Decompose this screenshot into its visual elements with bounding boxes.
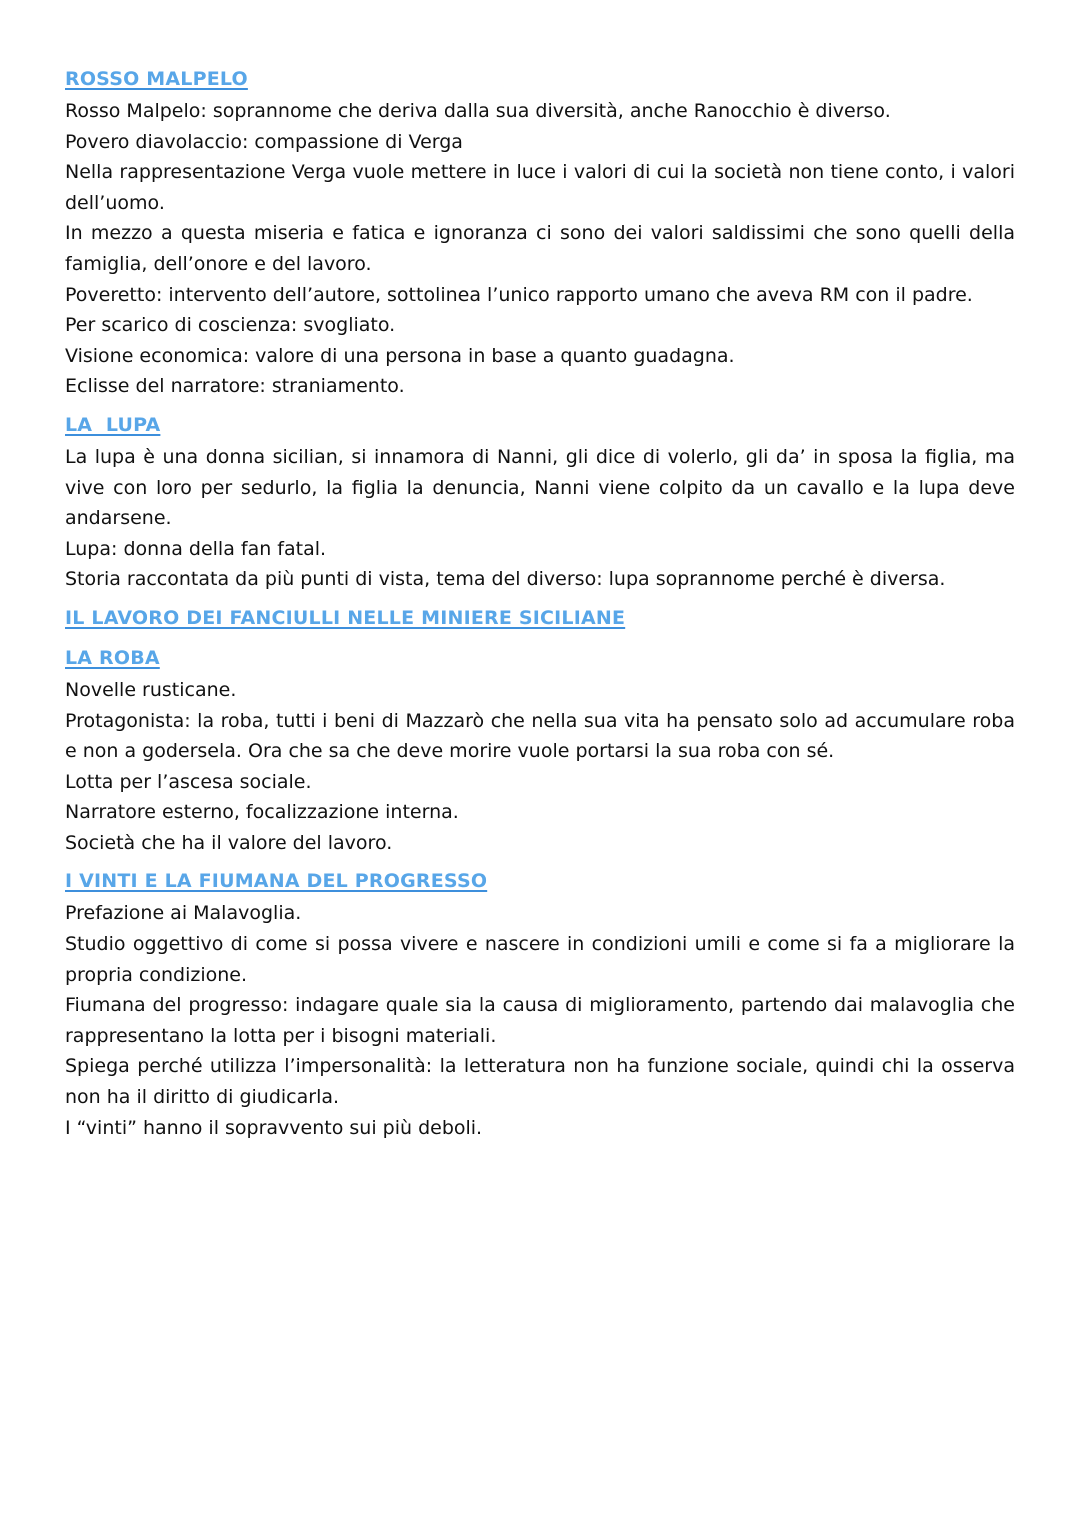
paragraph: La lupa è una donna sicilian, si innamora di Nanni, gli dice di volerlo, gli da’ in sposa la figlia, ma vive con loro per sedurlo, la figlia la denuncia, Nanni viene colpito da un cavallo e la lupa deve andarsene. — [65, 445, 1015, 530]
paragraph: Povero diavolaccio: compassione di Verga — [65, 130, 463, 153]
section-la-roba — [65, 643, 1015, 859]
paragraph: Nella rappresentazione Verga vuole mettere in luce i valori di cui la società non tiene conto, i valori dell’uomo. — [65, 161, 1015, 214]
paragraph: Storia raccontata da più punti di vista, tema del diverso: lupa soprannome perché è diversa. — [65, 568, 946, 591]
section-lavoro-fanciulli — [65, 603, 1015, 635]
paragraph: Poveretto: intervento dell’autore, sottolinea l’unico rapporto umano che aveva RM con il padre. — [65, 283, 973, 306]
paragraph: Studio oggettivo di come si possa vivere e nascere in condizioni umili e come si fa a migliorare la propria condizione. — [65, 933, 1015, 986]
section-heading: LA LUPA — [65, 413, 161, 436]
paragraph: Narratore esterno, focalizzazione interna. — [65, 801, 459, 824]
document-page — [65, 64, 1015, 1151]
section-heading: IL LAVORO DEI FANCIULLI NELLE MINIERE SICILIANE — [65, 606, 626, 629]
section-la-lupa — [65, 410, 1015, 595]
paragraph: In mezzo a questa miseria e fatica e ignoranza ci sono dei valori saldissimi che sono quelli della famiglia, dell’onore e del lavoro. — [65, 222, 1015, 275]
section-heading: LA ROBA — [65, 646, 160, 669]
paragraph: Visione economica: valore di una persona in base a quanto guadagna. — [65, 344, 735, 367]
paragraph: Protagonista: la roba, tutti i beni di Mazzarò che nella sua vita ha pensato solo ad accumulare roba e non a godersela. Ora che sa che deve morire vuole portarsi la sua roba con sé. — [65, 709, 1015, 763]
section-rosso-malpelo — [65, 64, 1015, 402]
paragraph: Fiumana del progresso: indagare quale sia la causa di miglioramento, partendo dai malavoglia che rappresentano la lotta per i bisogni materiali. — [65, 994, 1015, 1047]
paragraph: Lotta per l’ascesa sociale. — [65, 770, 312, 793]
paragraph: I “vinti” hanno il sopravvento sui più deboli. — [65, 1116, 483, 1139]
paragraph: Società che ha il valore del lavoro. — [65, 831, 393, 854]
paragraph: Spiega perché utilizza l’impersonalità: la letteratura non ha funzione sociale, quindi chi la osserva non ha il diritto di giudicarla. — [65, 1055, 1015, 1109]
section-heading: ROSSO MALPELO — [65, 68, 248, 90]
paragraph: Lupa: donna della fan fatal. — [65, 537, 327, 560]
section-heading: I VINTI E LA FIUMANA DEL PROGRESSO — [65, 870, 488, 893]
paragraph: Per scarico di coscienza: svogliato. — [65, 314, 396, 337]
paragraph: Eclisse del narratore: straniamento. — [65, 375, 405, 398]
paragraph: Rosso Malpelo: soprannome che deriva dalla sua diversità, anche Ranocchio è diverso. — [65, 100, 891, 122]
paragraph: Novelle rusticane. — [65, 678, 237, 701]
section-i-vinti — [65, 866, 1015, 1143]
paragraph: Prefazione ai Malavoglia. — [65, 902, 302, 925]
